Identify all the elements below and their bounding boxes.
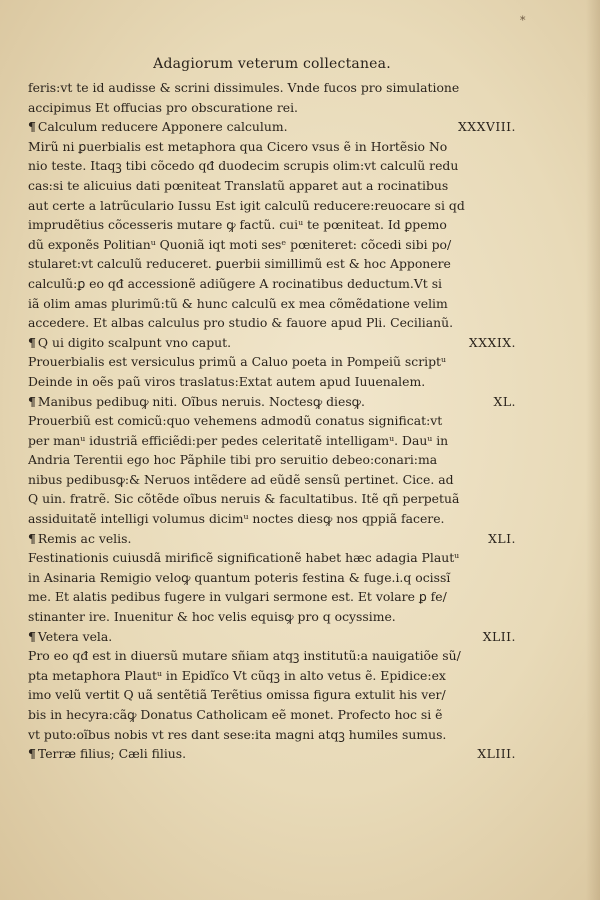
pilcrow-icon: ¶ [28,746,36,762]
text-line: Deinde in oẽs paũ viros traslatus:Extat autem apud Iuuenalem. [28,373,426,389]
adage-title [28,392,365,412]
text-line: accipimus Et offucias pro obscuratione rei. [28,99,298,115]
pilcrow-icon: ¶ [28,530,36,546]
text-line: bis in hecyra:cãꝙ Donatus Catholicam eẽ monet. Profecto hoc si ẽ [28,707,443,722]
text-line: aut certe a latrũculario Iussu Est igit calculũ reducere:reuocare si qd [28,197,465,213]
pilcrow-icon: ¶ [28,628,36,644]
text-line: Prouerbialis est versiculus primũ a Caluo poeta in Pompeiũ scriptᵘ [28,354,446,370]
text-line: pta metaphora Plautᵘ in Epidĩco Vt cũqꝫ in alto vetus ẽ. Epidice:ex [28,667,446,683]
adage-heading [28,529,516,549]
page-edge-shadow [586,0,600,900]
adage-heading [28,744,516,764]
running-head: Adagiorum veterum collectanea. [153,56,391,72]
adage-title [28,744,186,764]
text-line: Mirũ ni ꝑuerbialis est metaphora qua Cicero vsus ẽ in Hortẽsio No [28,138,448,154]
adage-title-text: Manibus pedibuꝙ niti. Oĩbus neruis. Noctesꝙ diesꝙ. [37,393,365,409]
adage-number: XLI. [488,530,516,546]
adage-title-text: Terræ filius; Cæli filius. [37,746,187,762]
text-line: Q uin. fratrẽ. Sic cõtẽde oĩbus neruis & facultatibus. Itẽ qñ perpetuã [28,491,460,507]
text-line: iã olim amas plurimũ:tũ & hunc calculũ ex mea cõmẽdatione velim [28,295,448,311]
adage-number: XL. [493,393,516,409]
adage-title [28,333,231,353]
adage-number: XXXIX. [468,334,516,350]
text-line: vt puto:oĩbus nobis vt res dant sese:ita magni atqꝫ humiles sumus. [28,726,447,742]
text-line: nio teste. Itaqꝫ tibi cõcedo qđ duodecim scrupis olim:vt calculũ redu [28,158,459,174]
adage-title-text: Remis ac velis. [37,530,132,546]
text-line: stularet:vt calculũ reduceret. ꝑuerbii simillimũ est & hoc Apponere [28,256,451,272]
text-line: Andria Terentii ego hoc Pãphile tibi pro seruitio debeo:conari:ma [28,452,438,468]
pilcrow-icon: ¶ [28,393,36,409]
adage-title-text: Q ui digito scalpunt vno caput. [37,334,232,350]
pilcrow-icon: ¶ [28,119,36,135]
adage-title [28,627,112,647]
adage-number: XXXVIII. [457,119,516,135]
text-block [28,56,516,764]
text-line: Prouerbiũ est comicũ:quo vehemens admodũ conatus significat:vt [28,413,443,429]
text-line: me. Et alatis pedibus fugere in vulgari sermone est. Et volare ꝑ fe/ [28,589,447,605]
text-line: accedere. Et albas calculus pro studio & fauore apud Pli. Cecilianũ. [28,315,454,331]
text-line: imo velũ vertit Q uã sentẽtiã Terẽtius omissa figura extulit his ver/ [28,687,446,703]
adage-number: XLII. [482,628,516,644]
text-line: nibus pedibusꝙ:& Neruos intẽdere ad eũdẽ sensũ pertinet. Cice. ad [28,471,454,487]
adage-heading [28,627,516,647]
text-line: per manᵘ idustriã efficiẽdi:per pedes celeritatẽ intelligamᵘ. Dauᵘ in [28,432,449,448]
adage-title-text: Vetera vela. [37,628,113,644]
adage-title [28,529,131,549]
text-line: feris:vt te id audisse & scrini dissimules. Vnde fucos pro simulatione [28,80,460,95]
text-line: imprudẽtius cõcesseris mutare ꝙ factũ. cuiᵘ te pœniteat. Id ꝑpemo [28,217,447,233]
text-line: assiduitatẽ intelligi volumus dicimᵘ noctes diesꝙ nos qppiã facere. [28,511,445,527]
adage-number: XLIII. [477,746,516,762]
corner-mark: * [520,14,526,27]
adage-title [28,117,288,137]
adage-heading [28,117,516,137]
adage-heading [28,333,516,353]
text-line: Festinationis cuiusdã mirificẽ significationẽ habet hæc adagia Plautᵘ [28,550,460,566]
text-line: dũ exponẽs Politianᵘ Quoniã iqt moti sesᵉ pœniteret: cõcedi sibi po/ [28,236,452,252]
text-line: stinanter ire. Inuenitur & hoc velis equisꝙ pro q ocyssime. [28,609,396,625]
pilcrow-icon: ¶ [28,334,36,350]
text-line: Pro eo qđ est in diuersũ mutare sñiam atqꝫ institutũ:a nauigatiõe sũ/ [28,648,461,664]
adage-title-text: Calculum reducere Apponere calculum. [37,119,288,135]
text-line: calculũ:ꝑ eo qđ accessionẽ adiũgere A rocinatibus deductum.Vt si [28,275,443,291]
adage-heading [28,392,516,412]
text-line: in Asinaria Remigio veloꝙ quantum poteris festina & fuge.i.q ocissĩ [28,569,451,585]
text-lines [28,78,516,764]
text-line: cas:si te alicuius dati pœniteat Translatũ apparet aut a rocinatibus [28,177,449,193]
